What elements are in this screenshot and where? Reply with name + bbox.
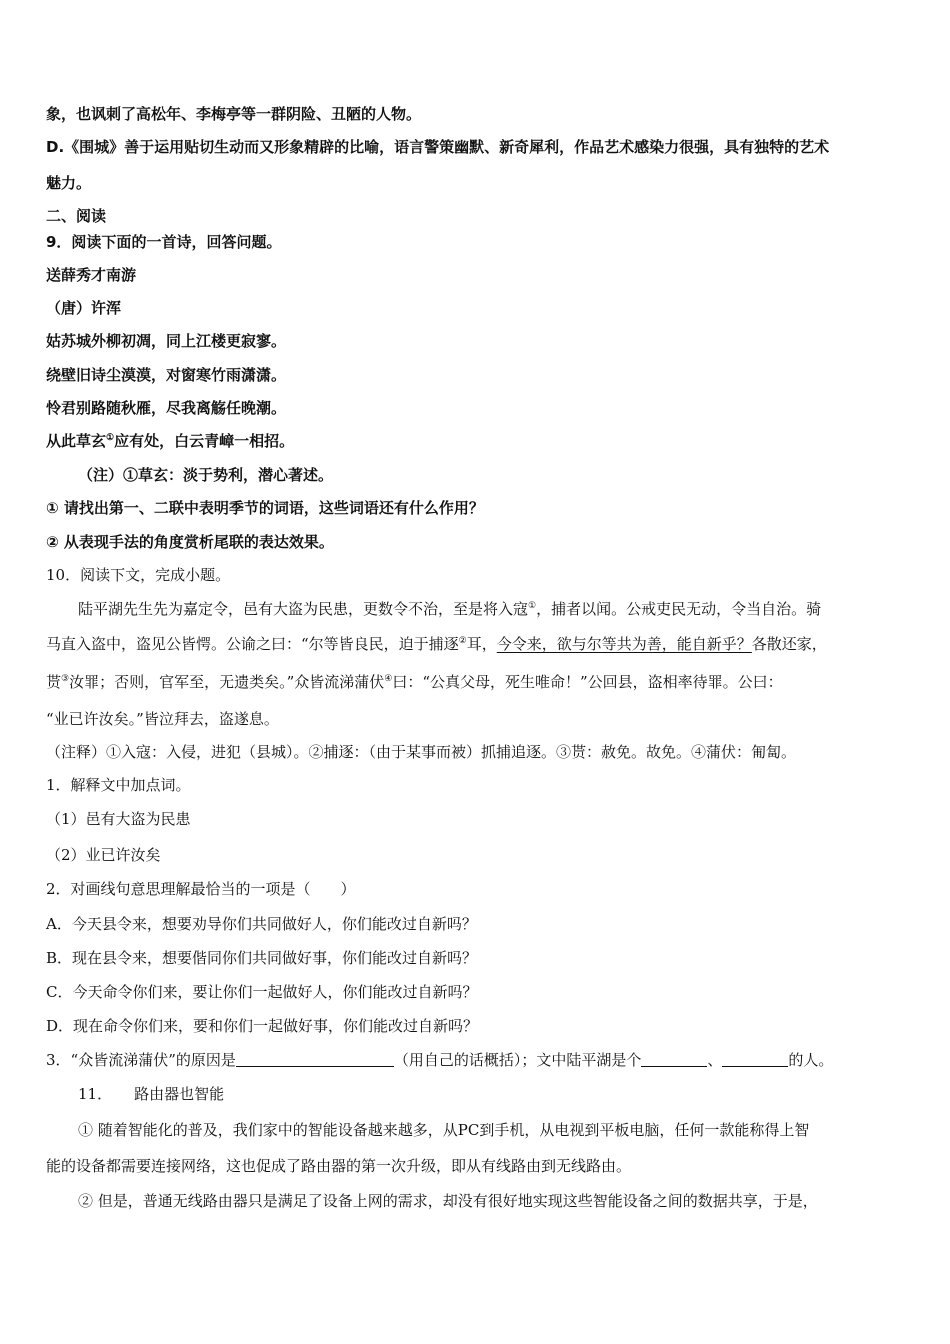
- option-d-line1: D.《围城》善于运用贴切生动而又形象精辟的比喻，语言警策幽默、新奇犀利，作品艺术感染力很强，具有独特的艺术: [46, 138, 830, 156]
- question-9-sub-2: ② 从表现手法的角度赏析尾联的表达效果。: [46, 533, 334, 551]
- section-title: 二、阅读: [46, 207, 107, 225]
- article-p1-line1: ① 随着智能化的普及，我们家中的智能设备越来越多，从PC到手机，从电视到平板电脑，任何一款能称得上智: [78, 1121, 810, 1139]
- question-10-prompt: 10．阅读下文，完成小题。: [46, 566, 231, 584]
- option-d: D．现在命令你们来，要和你们一起做好事，你们能改过自新吗？: [46, 1017, 479, 1035]
- poem-title: 送薛秀才南游: [46, 266, 137, 284]
- question-9-sub-1: ① 请找出第一、二联中表明季节的词语，这些词语还有什么作用？: [46, 499, 484, 517]
- question-10-sub-1-b: （2）业已许汝矣: [46, 846, 161, 864]
- option-c: C．今天命令你们来，要让你们一起做好人，你们能改过自新吗？: [46, 983, 478, 1001]
- answer-blank-trait-1[interactable]: [641, 1052, 707, 1067]
- option-a: A．今天县令来，想要劝导你们共同做好人，你们能改过自新吗？: [46, 915, 477, 933]
- article-p2-line1: ② 但是，普通无线路由器只是满足了设备上网的需求，却没有很好地实现这些智能设备之间的数据共享，于是，: [78, 1192, 818, 1210]
- answer-blank-trait-2[interactable]: [722, 1052, 788, 1067]
- article-title: 路由器也智能: [134, 1085, 225, 1103]
- question-11-number: 11．: [78, 1085, 113, 1103]
- article-p1-line2: 能的设备都需要连接网络，这也促成了路由器的第一次升级，即从有线路由到无线路由。: [46, 1157, 632, 1175]
- answer-blank-reason[interactable]: [236, 1052, 394, 1067]
- passage-line-4: “业已许汝矣。”皆泣拜去，盗遂息。: [46, 710, 279, 728]
- passage-line-1: 陆平湖先生先为嘉定令，邑有大盗为民患，更数令不治，至是将入寇①，捕者以闻。公戒吏民无动，令当自治。骑: [78, 600, 822, 618]
- option-d-line2: 魅力。: [46, 174, 92, 192]
- question-9-prompt: 9．阅读下面的一首诗，回答问题。: [46, 233, 282, 251]
- poem-line-4: 从此草玄①应有处，白云青嶂一相招。: [46, 432, 295, 450]
- question-10-sub-3: 3．“众皆流涕蒲伏”的原因是 （用自己的话概括）；文中陆平湖是个 、 的人。: [46, 1051, 834, 1069]
- question-10-sub-1-a: （1）邑有大盗为民患: [46, 810, 191, 828]
- passage-line-2: 马直入盗中，盗见公皆愕。公谕之曰：“尔等皆良民，迫于捕逐②耳，今令来，欲与尔等共为善，能自新乎？各散还家，: [46, 635, 827, 653]
- poem-note: （注）①草玄：淡于势利，潜心著述。: [78, 466, 334, 484]
- question-11-heading: [78, 1084, 224, 1104]
- poem-line-2: 绕壁旧诗尘漠漠，对窗寒竹雨潇潇。: [46, 366, 287, 384]
- poem-author: （唐）许浑: [46, 299, 122, 317]
- option-b: B．现在县令来，想要偕同你们共同做好事，你们能改过自新吗？: [46, 949, 478, 967]
- poem-line-3: 怜君别路随秋雁，尽我离觞任晚潮。: [46, 399, 287, 417]
- passage-line-3: 贳③汝罪；否则，官军至，无遗类矣。”众皆流涕蒲伏④曰：“公真父母，死生唯命！”公回县，盗相率待罪。公曰：: [46, 673, 783, 691]
- passage-notes: （注释）①入寇：入侵，进犯（县城）。②捕逐：（由于某事而被）抓捕追逐。③贳：赦免。故免。④蒲伏：匍匐。: [46, 743, 797, 761]
- option-c-continuation: 象，也讽刺了高松年、李梅亭等一群阴险、丑陋的人物。: [46, 105, 422, 123]
- poem-line-1: 姑苏城外柳初凋，同上江楼更寂寥。: [46, 332, 287, 350]
- question-10-sub-1: 1．解释文中加点词。: [46, 776, 191, 794]
- underlined-sentence: 今令来，欲与尔等共为善，能自新乎？: [496, 635, 752, 653]
- question-10-sub-2: 2．对画线句意思理解最恰当的一项是（ ）: [46, 880, 356, 898]
